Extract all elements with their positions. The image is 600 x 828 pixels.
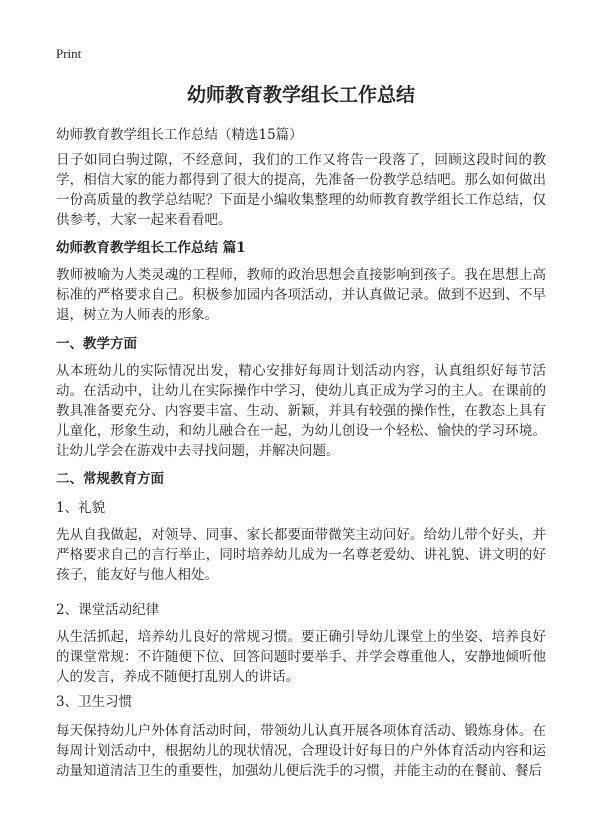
heading-teaching: 一、教学方面 bbox=[56, 336, 137, 352]
document-subtitle: 幼师教育教学组长工作总结（精选15篇） bbox=[56, 127, 303, 143]
intro-paragraph: 日子如同白驹过隙，不经意间，我们的工作又将告一段落了，回顾这段时间的教学，相信大家的能力都得到了很大的提高，先准备一份教学总结吧。那么如何做出一份高质量的教学总结呢？下面是小编收集整理的幼师教育教学组长工作总结，仅供参考，大家一起来看看吧。 bbox=[56, 152, 546, 228]
subheading-discipline: 2、课堂活动纪律 bbox=[56, 602, 160, 618]
subheading-manners: 1、礼貌 bbox=[56, 500, 106, 516]
section-paragraph: 教师被喻为人类灵魂的工程师，教师的政治思想会直接影响到孩子。我在思想上高标准的严格要求自己。积极参加园内各项活动，并认真做记录。做到不迟到、不早退，树立为人师表的形象。 bbox=[56, 267, 546, 323]
document-title: 幼师教育教学组长工作总结 bbox=[186, 84, 415, 106]
discipline-paragraph: 从生活抓起，培养幼儿良好的常规习惯。要正确引导幼儿课堂上的坐姿、培养良好的课堂常规：不许随便下位、回答问题时要举手、并学会尊重他人，安静地倾听他人的发言，养成不随便打乱别人的讲话。 bbox=[56, 629, 546, 685]
manners-paragraph: 先从自我做起，对领导、同事、家长都要面带微笑主动问好。给幼儿带个好头，并严格要求自己的言行举止，同时培养幼儿成为一名尊老爱幼、讲礼貌、讲文明的好孩子，能友好与他人相处。 bbox=[56, 527, 546, 583]
section-title: 幼师教育教学组长工作总结 篇1 bbox=[56, 240, 246, 256]
heading-routine: 二、常规教育方面 bbox=[56, 471, 164, 487]
teaching-paragraph: 从本班幼儿的实际情况出发，精心安排好每周计划活动内容，认真组织好每节活动。在活动中，让幼儿在实际操作中学习，使幼儿真正成为学习的主人。在课前的教具准备要充分、内容要丰富、生动、新颖，并具有较强的操作性，在教态上具有儿童化，形象生动，和幼儿融合在一起，为幼儿创设一个轻松、愉快的学习环境。让幼儿学会在游戏中去寻找问题，并解决问题。 bbox=[56, 363, 546, 459]
hygiene-paragraph: 每天保持幼儿户外体育活动时间，带领幼儿认真开展各项体育活动、锻炼身体。在每周计划活动中，根据幼儿的现状情况，合理设计好每日的户外体育活动内容和运动量知道清洁卫生的重要性，加强幼儿便后洗手的习惯，并能主动的在餐前、餐后 bbox=[56, 723, 546, 779]
print-link[interactable]: Print bbox=[56, 46, 82, 61]
subheading-hygiene: 3、卫生习惯 bbox=[56, 694, 133, 710]
